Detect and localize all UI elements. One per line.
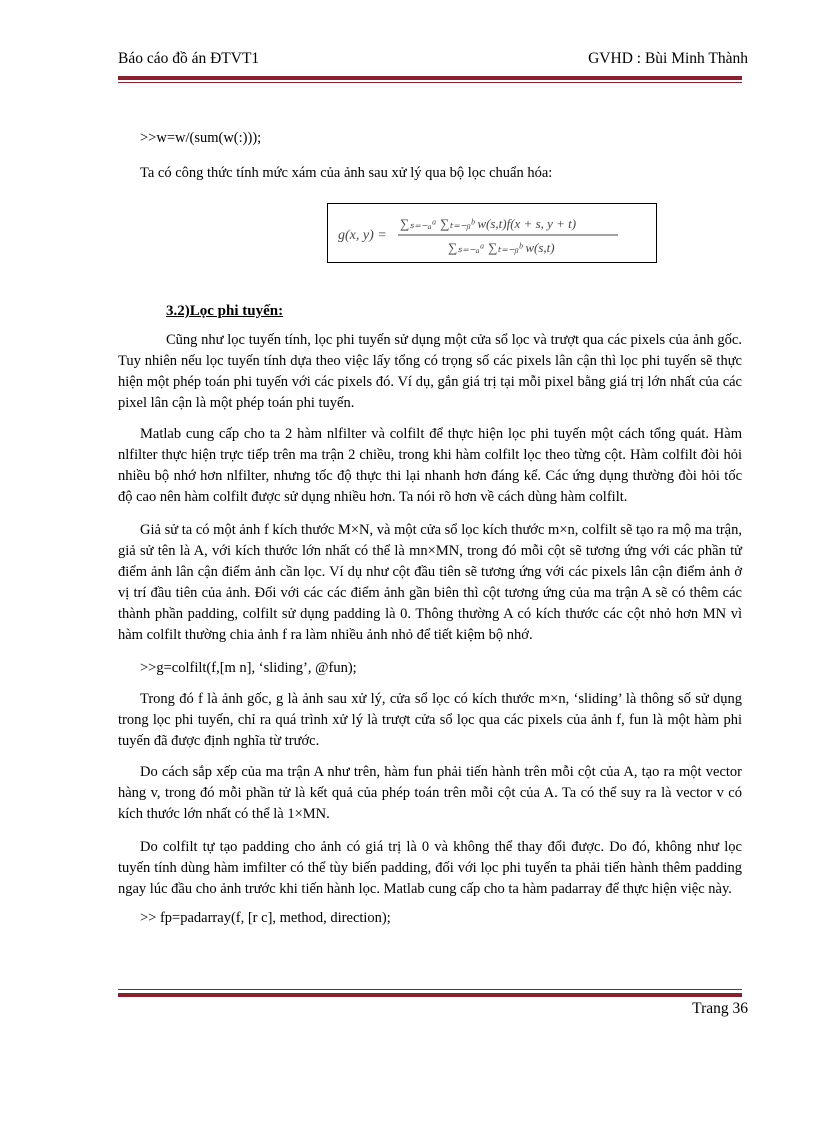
header-title: Báo cáo đồ án ĐTVT1 (118, 50, 260, 67)
header-rule-thick (118, 76, 742, 80)
paragraph-6: Do colfilt tự tạo padding cho ảnh có giá trị là 0 và không thể thay đổi được. Do đó, không như lọc tuyến tính dùng hàm imfilter có thể tùy biến padding, đối với lọc phi tuyến ta phải tiến hành thêm padding ngay lúc đầu cho ảnh trước khi tiến hành lọc. Matlab cung cấp cho ta hàm padarray để thực hiện việc này. (118, 839, 742, 897)
paragraph-5: Do cách sắp xếp của ma trận A như trên, hàm fun phải tiến hành trên mỗi cột của A, tạo ra một vector hàng v, trong đó mỗi phần tử là kết quả của phép toán trên mỗi cột của A. Ta có thể suy ra là vector v có kích thước lớn nhất có thể là 1×MN. (118, 764, 742, 822)
paragraph-3: Giả sử ta có một ảnh f kích thước M×N, và một cửa sổ lọc kích thước m×n, colfilt sẽ tạo ra mộ ma trận, giả sử tên là A, với kích thước lớn nhất có thể là mn×MN, trong đó mỗi cột sẽ tương ứng với các phần tử điểm ảnh lân cận điểm ảnh cần lọc. Ví dụ như cột đầu tiên sẽ tương ứng với các pixels lân cận điểm ảnh ở vị trí đầu tiên của ảnh. Đối với các các điểm ảnh gần biên thì cột tương ứng của ma trận A sẽ có thêm các thành phần padding, colfilt sử dụng padding là 0. Thông thường A có kích thước các cột nhỏ hơn MN vì hàm colfilt thường chia ảnh f ra làm nhiều ảnh nhỏ để tiết kiệm bộ nhớ. (118, 522, 742, 643)
paragraph-4: Trong đó f là ảnh gốc, g là ảnh sau xử lý, cửa sổ lọc có kích thước m×n, ‘sliding’ là thông số sử dụng trong lọc phi tuyến, chỉ ra quá trình xử lý là trượt cửa sổ lọc qua các pixels của ảnh f, fun là một hàm phi tuyến đã được định nghĩa từ trước. (118, 691, 742, 749)
page-header (118, 50, 748, 68)
code-normalize: >>w=w/(sum(w(:))); (140, 130, 262, 146)
section-heading: 3.2)Lọc phi tuyến: (166, 303, 284, 319)
page-number: Trang 36 (692, 1000, 748, 1017)
page-content (118, 128, 742, 929)
formula-denominator: ∑ₛ₌₋ₐᵃ ∑ₜ₌₋ᵦᵇ w(s,t) (448, 240, 555, 255)
footer-rule-thin (118, 989, 742, 990)
code-colfilt: >>g=colfilt(f,[m n], ‘sliding’, @fun); (140, 660, 357, 676)
formula-numerator: ∑ₛ₌₋ₐᵃ ∑ₜ₌₋ᵦᵇ w(s,t)f(x + s, y + t) (400, 216, 577, 231)
header-supervisor: GVHD : Bùi Minh Thành (588, 50, 748, 67)
paragraph-1: Cũng như lọc tuyến tính, lọc phi tuyến sử dụng một cửa sổ lọc và trượt qua các pixels của ảnh gốc. Tuy nhiên nếu lọc tuyến tính dựa theo việc lấy tổng có trọng số các pixels lân cận thì lọc phi tuyến sẽ thực hiện một phép toán phi tuyến với các pixels đó. Ví dụ, gắn giá trị tại mỗi pixel bằng giá trị lớn nhất của các pixel lân cận là một phép toán phi tuyến. (118, 332, 742, 411)
header-rule-thin (118, 82, 742, 83)
footer-rule-thick (118, 993, 742, 997)
paragraph-2: Matlab cung cấp cho ta 2 hàm nlfilter và colfilt để thực hiện lọc phi tuyến một cách tổng quát. Hàm nlfilter thực hiện trực tiếp trên ma trận 2 chiều, trong khi hàm colfilt lọc theo từng cột. Hàm colfilt đòi hỏi nhiều bộ nhớ hơn nlfilter, nhưng tốc độ thực thi lại nhanh hơn đáng kể. Các ứng dụng thường đòi hỏi tốc độ cao nên hàm colfilt được sử dụng nhiều hơn. Ta nói rõ hơn về cách dùng hàm colfilt. (118, 426, 742, 505)
intro-text: Ta có công thức tính mức xám của ảnh sau xử lý qua bộ lọc chuẩn hóa: (140, 165, 553, 181)
code-padarray: >> fp=padarray(f, [r c], method, direction); (140, 910, 391, 926)
formula-lhs: g(x, y) = (338, 228, 387, 243)
